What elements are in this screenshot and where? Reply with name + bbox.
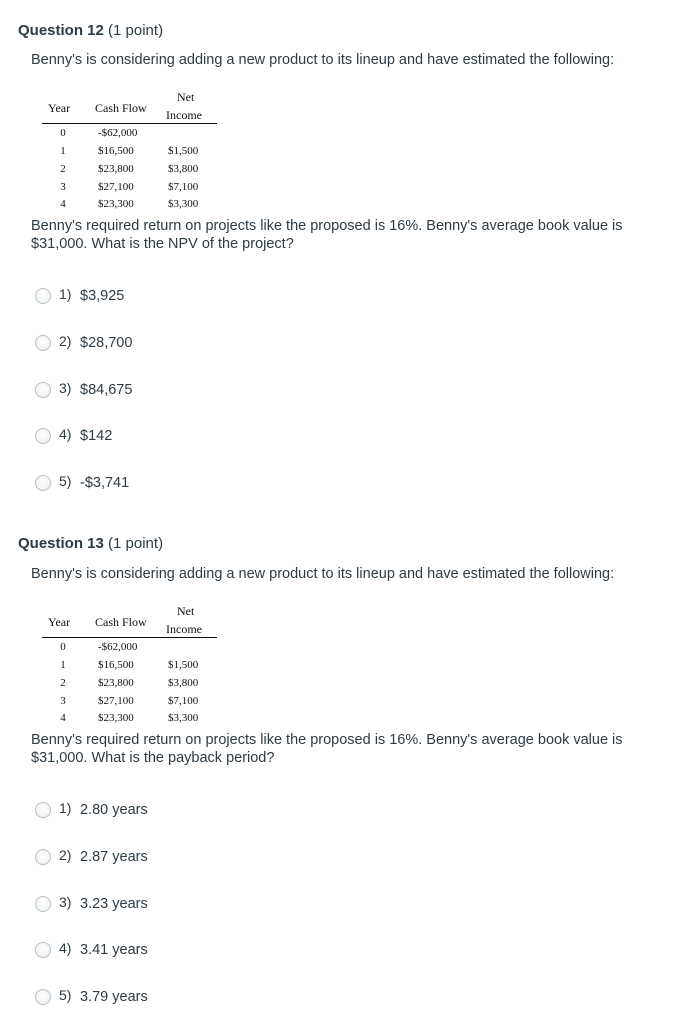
- answer-text: 3.41 years: [80, 942, 148, 958]
- answer-option-3[interactable]: [35, 894, 335, 916]
- table-row: [40, 659, 220, 674]
- col-header-net-income-line2: Income: [166, 108, 202, 122]
- cell-year: 0: [60, 641, 66, 653]
- answer-number: 1): [59, 286, 72, 302]
- cell-net-income: $3,800: [168, 163, 199, 175]
- cell-cash-flow: $27,100: [98, 181, 134, 193]
- answer-option-1[interactable]: [35, 286, 335, 308]
- question-intro: Benny's is considering adding a new product to its lineup and have estimated the following:: [31, 566, 615, 582]
- table-row: [40, 181, 220, 196]
- question-number: Question 12: [18, 22, 104, 39]
- radio-button[interactable]: [35, 382, 51, 398]
- answer-number: 2): [59, 847, 72, 863]
- table-row: [40, 145, 220, 160]
- cell-year: 3: [60, 181, 66, 193]
- cell-year: 4: [60, 712, 66, 724]
- answer-text: 2.87 years: [80, 849, 148, 865]
- cell-net-income: $3,300: [168, 712, 199, 724]
- answer-text: $3,925: [80, 288, 125, 304]
- radio-button[interactable]: [35, 288, 51, 304]
- answer-option-4[interactable]: [35, 426, 335, 448]
- cell-cash-flow: $23,800: [98, 163, 134, 175]
- table-row: [40, 198, 220, 213]
- answer-text: $84,675: [80, 382, 133, 398]
- col-header-net-income-line2: Income: [166, 622, 202, 636]
- cell-year: 2: [60, 677, 66, 689]
- cell-year: 0: [60, 127, 66, 139]
- answer-text: 3.23 years: [80, 896, 148, 912]
- question-title: [18, 535, 163, 552]
- table-row: [40, 641, 220, 656]
- answer-text: 3.79 years: [80, 989, 148, 1005]
- answer-option-4[interactable]: [35, 940, 335, 962]
- radio-button[interactable]: [35, 989, 51, 1005]
- cell-year: 3: [60, 695, 66, 707]
- col-header-year: Year: [48, 101, 71, 115]
- answer-option-5[interactable]: [35, 473, 335, 495]
- radio-button[interactable]: [35, 849, 51, 865]
- header-rule: [42, 123, 217, 124]
- header-rule: [42, 637, 217, 638]
- radio-button[interactable]: [35, 475, 51, 491]
- cell-cash-flow: $23,300: [98, 712, 134, 724]
- radio-button[interactable]: [35, 896, 51, 912]
- radio-button[interactable]: [35, 335, 51, 351]
- table-row: [40, 163, 220, 178]
- col-header-cash-flow: Cash Flow: [95, 101, 147, 115]
- table-row: [40, 695, 220, 710]
- question-prompt: Benny's required return on projects like the proposed is 16%. Benny's average book value is $31,000. What is the payback period?: [31, 732, 623, 766]
- question-number: Question 13: [18, 535, 104, 552]
- table-row: [40, 712, 220, 727]
- answer-number: 3): [59, 380, 72, 396]
- table-row: [40, 127, 220, 142]
- cell-cash-flow: $23,800: [98, 677, 134, 689]
- question-title: [18, 22, 163, 39]
- cell-cash-flow: $16,500: [98, 659, 134, 671]
- cell-cash-flow: $27,100: [98, 695, 134, 707]
- answer-number: 1): [59, 800, 72, 816]
- col-header-year: Year: [48, 615, 71, 629]
- cell-net-income: $3,800: [168, 677, 199, 689]
- answer-text: 2.80 years: [80, 802, 148, 818]
- col-header-net-income-line1: Net: [177, 90, 195, 104]
- answer-text: $142: [80, 428, 113, 444]
- question-points: (1 point): [108, 22, 164, 39]
- cell-net-income: $1,500: [168, 145, 199, 157]
- cell-net-income: $7,100: [168, 181, 199, 193]
- answer-option-5[interactable]: [35, 987, 335, 1009]
- col-header-net-income-line1: Net: [177, 604, 195, 618]
- cell-net-income: $7,100: [168, 695, 199, 707]
- answer-option-3[interactable]: [35, 380, 335, 402]
- col-header-cash-flow: Cash Flow: [95, 615, 147, 629]
- question-prompt: Benny's required return on projects like the proposed is 16%. Benny's average book value is $31,000. What is the NPV of the project?: [31, 218, 623, 252]
- question-points: (1 point): [108, 535, 164, 552]
- cell-cash-flow: -$62,000: [98, 127, 138, 139]
- cell-cash-flow: -$62,000: [98, 641, 138, 653]
- answer-option-2[interactable]: [35, 847, 335, 869]
- radio-button[interactable]: [35, 942, 51, 958]
- cell-year: 2: [60, 163, 66, 175]
- question-intro: Benny's is considering adding a new product to its lineup and have estimated the following:: [31, 52, 615, 68]
- radio-button[interactable]: [35, 428, 51, 444]
- answer-text: $28,700: [80, 335, 133, 351]
- answer-text: -$3,741: [80, 475, 130, 491]
- answer-option-2[interactable]: [35, 333, 335, 355]
- cell-net-income: $3,300: [168, 198, 199, 210]
- cell-cash-flow: $23,300: [98, 198, 134, 210]
- cell-cash-flow: $16,500: [98, 145, 134, 157]
- answer-number: 5): [59, 987, 72, 1003]
- answer-number: 4): [59, 940, 72, 956]
- radio-button[interactable]: [35, 802, 51, 818]
- cell-year: 1: [60, 145, 66, 157]
- table-row: [40, 677, 220, 692]
- cell-net-income: $1,500: [168, 659, 199, 671]
- answer-number: 5): [59, 473, 72, 489]
- answer-number: 3): [59, 894, 72, 910]
- answer-number: 2): [59, 333, 72, 349]
- answer-number: 4): [59, 426, 72, 442]
- cell-year: 4: [60, 198, 66, 210]
- answer-option-1[interactable]: [35, 800, 335, 822]
- cell-year: 1: [60, 659, 66, 671]
